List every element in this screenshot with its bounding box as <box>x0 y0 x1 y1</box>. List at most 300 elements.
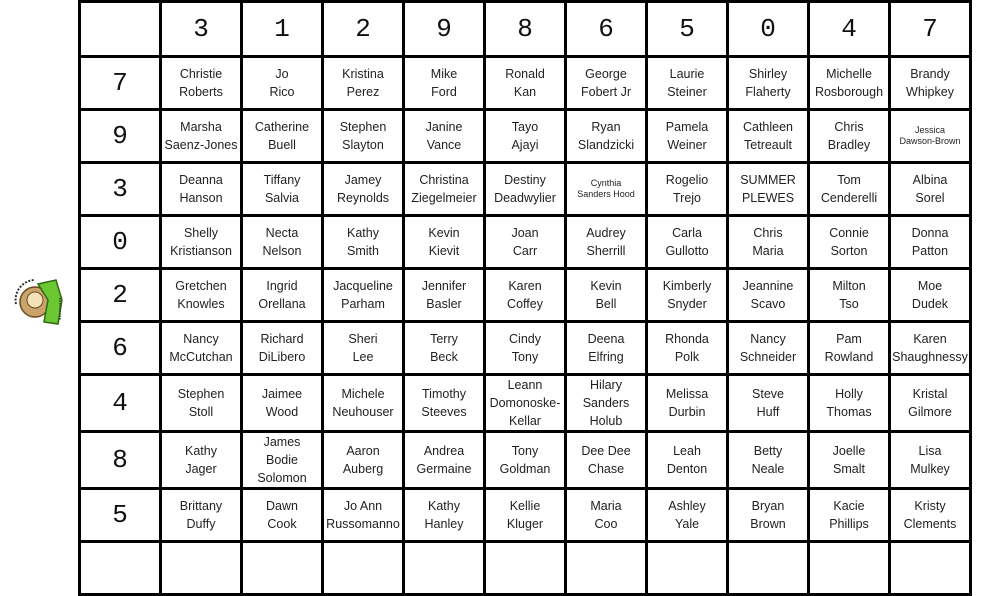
square-cell[interactable] <box>323 432 404 489</box>
column-number: 6 <box>566 2 647 57</box>
column-number: 0 <box>728 2 809 57</box>
participant-name-line: Knowles <box>177 297 225 311</box>
participant-name-line: Sorton <box>830 244 868 258</box>
participant-name-line: Ashley <box>668 499 706 513</box>
square-cell[interactable] <box>809 375 890 432</box>
participant-name-line: Lisa <box>918 444 942 458</box>
square-cell[interactable] <box>728 432 809 489</box>
participant-name-line: DiLibero <box>258 350 306 364</box>
square-cell[interactable] <box>242 489 323 542</box>
square-cell[interactable] <box>404 489 485 542</box>
participant-name-line: Tiffany <box>263 173 301 187</box>
participant-name-line: Christie <box>179 67 223 81</box>
participant-name-line: Dawson-Brown <box>899 136 961 146</box>
participant-name-line: Slayton <box>342 138 384 152</box>
square-cell[interactable] <box>809 110 890 163</box>
participant-name-line: Gullotto <box>665 244 709 258</box>
participant-name-line: Schneider <box>739 350 797 364</box>
square-cell[interactable] <box>890 163 971 216</box>
participant-name-line: Trejo <box>672 191 701 205</box>
square-cell[interactable] <box>890 489 971 542</box>
participant-name-line: Denton <box>666 462 708 476</box>
participant-name-line: Coo <box>594 517 618 531</box>
participant-name-line: Huff <box>756 405 780 419</box>
empty-cell <box>566 542 647 595</box>
participant-name-line: Brittany <box>179 499 223 513</box>
participant-name-line: Cindy <box>509 332 541 346</box>
participant-name-line: Bell <box>595 297 617 311</box>
square-cell[interactable] <box>161 489 242 542</box>
participant-name-line: Nelson <box>262 244 302 258</box>
participant-name-line: Auberg <box>342 462 384 476</box>
participant-name-line: Andrea <box>423 444 465 458</box>
participant-name-line: Gretchen <box>175 279 227 293</box>
square-cell[interactable] <box>809 216 890 269</box>
participant-name-line: Kellar <box>509 414 541 428</box>
participant-name-line: Kevin <box>428 226 460 240</box>
participant-name-line: Tony <box>511 350 539 364</box>
participant-name-line: Tayo <box>511 120 539 134</box>
square-cell[interactable] <box>647 375 728 432</box>
participant-name-line: Jeannine <box>742 279 794 293</box>
row-number: 9 <box>80 110 161 163</box>
square-cell[interactable] <box>566 375 647 432</box>
participant-name-line: Brown <box>750 517 786 531</box>
participant-name-line: Chase <box>587 462 625 476</box>
square-cell[interactable] <box>161 432 242 489</box>
participant-name-line: Hanson <box>179 191 223 205</box>
square-cell[interactable] <box>404 269 485 322</box>
participant-name-line: Kievit <box>428 244 460 258</box>
square-cell[interactable] <box>728 269 809 322</box>
square-cell[interactable] <box>566 269 647 322</box>
square-cell[interactable] <box>890 432 971 489</box>
participant-name-line: Marsha <box>180 120 222 134</box>
participant-name-line: Jamey <box>344 173 382 187</box>
participant-name-line: Aaron <box>346 444 380 458</box>
header-row <box>80 2 971 57</box>
square-cell[interactable] <box>404 110 485 163</box>
row-number: 8 <box>80 432 161 489</box>
participant-name-line: Jessica <box>914 125 945 135</box>
square-cell[interactable] <box>404 216 485 269</box>
participant-name-line: Rosborough <box>814 85 884 99</box>
participant-name-line: Sheri <box>348 332 378 346</box>
participant-name-line: Betty <box>753 444 783 458</box>
square-cell[interactable] <box>485 163 566 216</box>
participant-name-line: Karen <box>913 332 947 346</box>
column-number: 9 <box>404 2 485 57</box>
participant-name-line: Kristal <box>912 387 948 401</box>
square-cell[interactable] <box>323 110 404 163</box>
participant-name-line: Kimberly <box>662 279 712 293</box>
column-number: 4 <box>809 2 890 57</box>
square-cell[interactable] <box>647 216 728 269</box>
participant-name-line: Jager <box>185 462 217 476</box>
partial-row <box>80 542 971 595</box>
square-cell[interactable] <box>647 57 728 110</box>
participant-name-line: Shaughnessy <box>892 350 968 364</box>
participant-name-line: Gilmore <box>908 405 952 419</box>
grid-row <box>80 163 971 216</box>
participant-name-line: Snyder <box>667 297 707 311</box>
square-cell[interactable] <box>647 322 728 375</box>
square-cell[interactable] <box>323 216 404 269</box>
participant-name-line: Kan <box>513 85 537 99</box>
participant-name-line: Pamela <box>665 120 709 134</box>
participant-name-line: Kathy <box>185 444 217 458</box>
column-number: 2 <box>323 2 404 57</box>
participant-name-line: Scavo <box>750 297 786 311</box>
grid-row <box>80 322 971 375</box>
row-number: 7 <box>80 57 161 110</box>
participant-name-line: Parham <box>341 297 385 311</box>
square-cell[interactable] <box>566 322 647 375</box>
participant-name-line: Salvia <box>264 191 300 205</box>
participant-name-line: Cynthia <box>590 178 622 188</box>
participant-name-line: Maria <box>590 499 622 513</box>
square-cell[interactable] <box>161 269 242 322</box>
square-cell[interactable] <box>242 269 323 322</box>
square-cell[interactable] <box>323 269 404 322</box>
participant-name-line: Tom <box>837 173 861 187</box>
participant-name-line: Yale <box>674 517 700 531</box>
participant-name-line: Rowland <box>824 350 874 364</box>
participant-name-line: Vance <box>426 138 462 152</box>
square-cell[interactable] <box>647 432 728 489</box>
participant-name-line: Durbin <box>668 405 706 419</box>
square-cell[interactable] <box>728 489 809 542</box>
participant-name-line: Pam <box>836 332 862 346</box>
grid-row <box>80 110 971 163</box>
participant-name-line: Karen <box>508 279 542 293</box>
participant-name-line: Terry <box>430 332 458 346</box>
participant-name-line: Brandy <box>910 67 950 81</box>
participant-name-line: Kathy <box>347 226 379 240</box>
participant-name-line: Reynolds <box>336 191 390 205</box>
participant-name-line: Coffey <box>507 297 543 311</box>
participant-name-line: Carla <box>672 226 702 240</box>
participant-name-line: Jennifer <box>421 279 467 293</box>
square-cell[interactable] <box>485 57 566 110</box>
square-cell[interactable] <box>161 375 242 432</box>
square-cell[interactable] <box>728 322 809 375</box>
square-cell[interactable] <box>647 489 728 542</box>
participant-name-line: Leann <box>507 378 543 392</box>
participant-name-line: Jo Ann <box>343 499 383 513</box>
square-cell[interactable] <box>485 322 566 375</box>
square-cell[interactable] <box>404 375 485 432</box>
square-cell[interactable] <box>809 163 890 216</box>
participant-name-line: Smith <box>347 244 379 258</box>
participant-name-line: Bradley <box>827 138 871 152</box>
participant-name-line: Tetreault <box>744 138 792 152</box>
square-cell[interactable] <box>728 375 809 432</box>
participant-name-line: Melissa <box>665 387 709 401</box>
participant-name-line: Audrey <box>586 226 626 240</box>
participant-name-line: Necta <box>265 226 299 240</box>
square-cell[interactable] <box>728 110 809 163</box>
participant-name-line: Elfring <box>588 350 624 364</box>
square-cell[interactable] <box>485 269 566 322</box>
square-cell[interactable] <box>485 489 566 542</box>
participant-name-line: Bryan <box>751 499 785 513</box>
participant-name-line: Ryan <box>591 120 621 134</box>
square-cell[interactable] <box>890 57 971 110</box>
participant-name-line: Duffy <box>186 517 216 531</box>
participant-name-line: Shelly <box>183 226 219 240</box>
participant-name-line: Michelle <box>826 67 872 81</box>
participant-name-line: Ingrid <box>266 279 298 293</box>
participant-name-line: Dee Dee <box>581 444 631 458</box>
square-cell[interactable] <box>161 110 242 163</box>
sponsor-logo <box>8 270 66 334</box>
participant-name-line: Albina <box>912 173 948 187</box>
square-cell[interactable] <box>485 216 566 269</box>
participant-name-line: Saenz-Jones <box>164 138 238 152</box>
participant-name-line: Clements <box>903 517 957 531</box>
participant-name-line: Michele <box>341 387 385 401</box>
column-number: 8 <box>485 2 566 57</box>
participant-name-line: Janine <box>425 120 463 134</box>
participant-name-line: Ford <box>431 85 457 99</box>
row-number: 0 <box>80 216 161 269</box>
participant-name-line: Kathy <box>428 499 460 513</box>
participant-name-line: Leah <box>673 444 701 458</box>
participant-name-line: Timothy <box>422 387 466 401</box>
participant-name-line: Rogelio <box>665 173 709 187</box>
participant-name-line: Deena <box>587 332 625 346</box>
empty-cell <box>485 542 566 595</box>
square-cell[interactable] <box>323 375 404 432</box>
participant-name-line: Thomas <box>826 405 872 419</box>
participant-name-line: Cook <box>267 517 297 531</box>
row-number: 2 <box>80 269 161 322</box>
square-cell[interactable] <box>485 375 566 432</box>
participant-name-line: Rhonda <box>665 332 709 346</box>
column-number: 1 <box>242 2 323 57</box>
square-cell[interactable] <box>161 163 242 216</box>
participant-name-line: Domonoske- <box>489 396 561 410</box>
square-cell[interactable] <box>242 163 323 216</box>
empty-cell <box>890 542 971 595</box>
participant-name-line: Connie <box>829 226 869 240</box>
participant-name-line: Laurie <box>669 67 705 81</box>
participant-name-line: Mike <box>430 67 458 81</box>
square-cell[interactable] <box>647 163 728 216</box>
square-cell[interactable] <box>485 110 566 163</box>
participant-name-line: Deanna <box>179 173 223 187</box>
column-number: 3 <box>161 2 242 57</box>
participant-name-line: Dudek <box>911 297 949 311</box>
participant-name-line: Milton <box>832 279 866 293</box>
participant-name-line: Jaimee <box>261 387 303 401</box>
participant-name-line: Smalt <box>833 462 865 476</box>
participant-name-line: Sherrill <box>586 244 626 258</box>
participant-name-line: Richard <box>260 332 304 346</box>
row-number: 4 <box>80 375 161 432</box>
participant-name-line: McCutchan <box>169 350 233 364</box>
participant-name-line: Whipkey <box>906 85 954 99</box>
empty-cell <box>647 542 728 595</box>
row-number: 6 <box>80 322 161 375</box>
participant-name-line: George <box>585 67 627 81</box>
participant-name-line: Stoll <box>188 405 214 419</box>
square-cell[interactable] <box>161 322 242 375</box>
participant-name-line: Wood <box>265 405 299 419</box>
participant-name-line: SUMMER <box>740 173 796 187</box>
column-number: 7 <box>890 2 971 57</box>
square-cell[interactable] <box>890 216 971 269</box>
participant-name-line: Destiny <box>504 173 546 187</box>
participant-name-line: Maria <box>752 244 784 258</box>
participant-name-line: Steeves <box>421 405 467 419</box>
participant-name-line: Ronald <box>505 67 545 81</box>
participant-name-line: Patton <box>911 244 949 258</box>
participant-name-line: Jo <box>275 67 289 81</box>
participant-name-line: Stephen <box>339 120 387 134</box>
square-cell[interactable] <box>647 110 728 163</box>
square-cell[interactable] <box>809 489 890 542</box>
square-cell[interactable] <box>404 163 485 216</box>
participant-name-line: Stephen <box>177 387 225 401</box>
grid-row <box>80 375 971 432</box>
row-number: 3 <box>80 163 161 216</box>
square-cell[interactable] <box>242 322 323 375</box>
participant-name-line: Tso <box>839 297 859 311</box>
square-cell[interactable] <box>809 57 890 110</box>
participant-name-line: Sorel <box>915 191 945 205</box>
participant-name-line: Kacie <box>833 499 865 513</box>
grid-row <box>80 216 971 269</box>
participant-name-line: Holly <box>835 387 863 401</box>
square-cell[interactable] <box>242 110 323 163</box>
participant-name-line: Kristianson <box>170 244 232 258</box>
participant-name-line: Basler <box>426 297 462 311</box>
participant-name-line: Chris <box>834 120 864 134</box>
squares-grid <box>78 0 972 596</box>
participant-name-line: Hilary <box>590 378 622 392</box>
participant-name-line: Lee <box>352 350 374 364</box>
participant-name-line: Kellie <box>509 499 541 513</box>
square-cell[interactable] <box>404 432 485 489</box>
participant-name-line: Kluger <box>506 517 544 531</box>
participant-name-line: Moe <box>917 279 943 293</box>
square-cell[interactable] <box>566 432 647 489</box>
square-cell[interactable] <box>890 375 971 432</box>
square-cell[interactable] <box>485 432 566 489</box>
square-cell[interactable] <box>323 322 404 375</box>
square-cell[interactable] <box>404 322 485 375</box>
participant-name-line: Kristy <box>914 499 946 513</box>
participant-name-line: Kevin <box>590 279 622 293</box>
square-cell[interactable] <box>728 57 809 110</box>
participant-name-line: Phillips <box>829 517 869 531</box>
corner-cell <box>80 2 161 57</box>
participant-name-line: Bodie <box>266 453 298 467</box>
square-cell[interactable] <box>323 57 404 110</box>
participant-name-line: Dawn <box>266 499 298 513</box>
participant-name-line: Holub <box>589 414 623 428</box>
column-number: 5 <box>647 2 728 57</box>
participant-name-line: Goldman <box>499 462 551 476</box>
participant-name-line: Joan <box>511 226 539 240</box>
participant-name-line: Russomanno <box>326 517 400 531</box>
participant-name-line: PLEWES <box>741 191 795 205</box>
participant-name-line: Cenderelli <box>820 191 878 205</box>
participant-name-line: Polk <box>674 350 700 364</box>
participant-name-line: Shirley <box>748 67 788 81</box>
square-cell[interactable] <box>890 269 971 322</box>
participant-name-line: Chris <box>753 226 783 240</box>
square-cell[interactable] <box>728 163 809 216</box>
square-cell[interactable] <box>161 216 242 269</box>
square-cell[interactable] <box>809 269 890 322</box>
square-cell[interactable] <box>242 216 323 269</box>
row-number: 5 <box>80 489 161 542</box>
empty-cell <box>242 542 323 595</box>
square-cell[interactable] <box>323 163 404 216</box>
square-cell[interactable] <box>809 432 890 489</box>
participant-name-line: Germaine <box>416 462 472 476</box>
participant-name-line: Donna <box>911 226 949 240</box>
participant-name-line: Sanders <box>582 396 630 410</box>
square-cell[interactable] <box>647 269 728 322</box>
participant-name-line: Nancy <box>183 332 219 346</box>
participant-name-line: Beck <box>430 350 458 364</box>
participant-name-line: Solomon <box>257 471 307 485</box>
participant-name-line: Jacqueline <box>333 279 393 293</box>
participant-name-line: Catherine <box>254 120 310 134</box>
square-cell[interactable] <box>566 489 647 542</box>
square-cell[interactable] <box>566 163 647 216</box>
participant-name-line: Steve <box>752 387 784 401</box>
participant-name-line: Neuhouser <box>332 405 394 419</box>
participant-name-line: Joelle <box>832 444 866 458</box>
participant-name-line: Rico <box>269 85 295 99</box>
participant-name-line: Perez <box>346 85 380 99</box>
participant-name-line: Neale <box>751 462 785 476</box>
square-cell[interactable] <box>242 57 323 110</box>
participant-name-line: Roberts <box>179 85 223 99</box>
participant-name-line: Sanders Hood <box>577 189 635 199</box>
participant-name-line: Nancy <box>750 332 786 346</box>
square-cell[interactable] <box>890 110 971 163</box>
square-cell[interactable] <box>323 489 404 542</box>
participant-name-line: Mulkey <box>910 462 950 476</box>
square-cell[interactable] <box>566 110 647 163</box>
square-cell[interactable] <box>242 432 323 489</box>
grid-row <box>80 57 971 110</box>
participant-name-line: Tony <box>511 444 539 458</box>
square-cell[interactable] <box>728 216 809 269</box>
square-cell[interactable] <box>242 375 323 432</box>
grid-row <box>80 489 971 542</box>
participant-name-line: James <box>263 435 301 449</box>
participant-name-line: Slandzicki <box>577 138 635 152</box>
square-cell[interactable] <box>566 57 647 110</box>
empty-cell <box>323 542 404 595</box>
square-cell[interactable] <box>161 57 242 110</box>
participant-name-line: Deadwylier <box>494 191 556 205</box>
square-cell[interactable] <box>890 322 971 375</box>
square-cell[interactable] <box>566 216 647 269</box>
empty-cell <box>728 542 809 595</box>
square-cell[interactable] <box>809 322 890 375</box>
participant-name-line: Cathleen <box>742 120 794 134</box>
square-cell[interactable] <box>404 57 485 110</box>
participant-name-line: Buell <box>268 138 296 152</box>
